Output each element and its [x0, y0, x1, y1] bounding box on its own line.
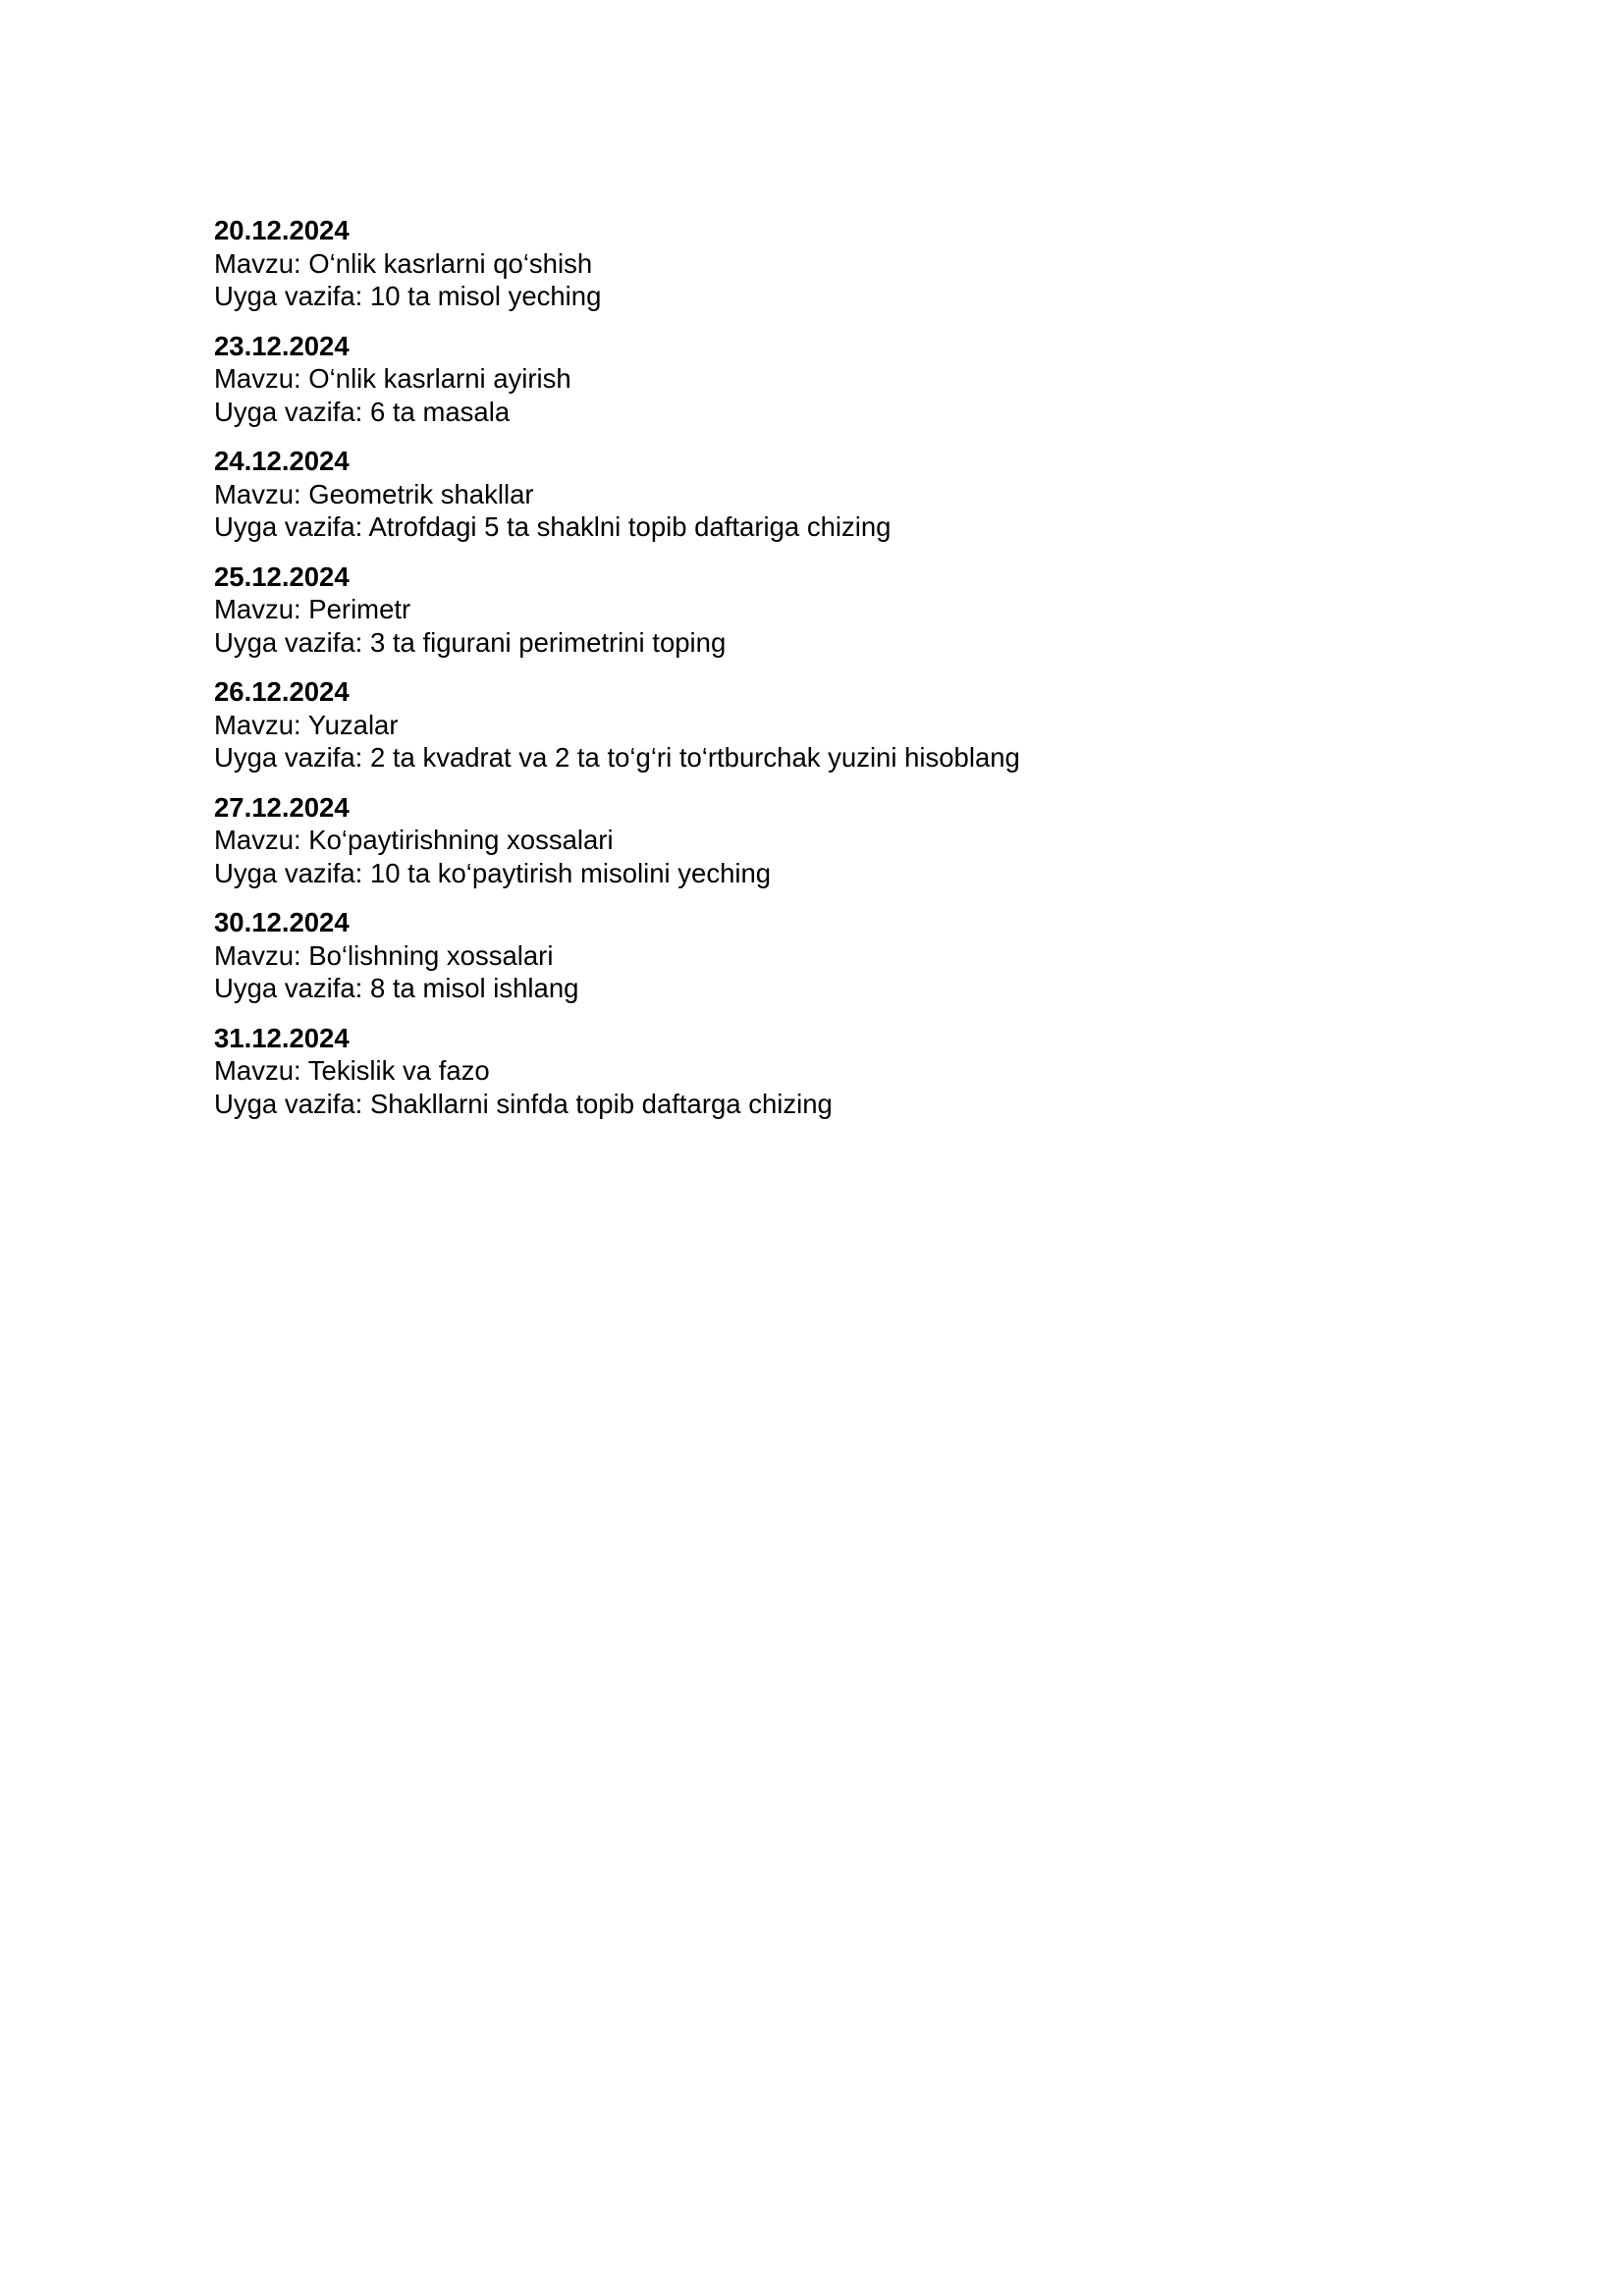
- lesson-topic: Mavzu: Ko‘paytirishning xossalari: [214, 825, 614, 855]
- lesson-homework: Uyga vazifa: 6 ta masala: [214, 396, 511, 427]
- lesson-entry: [214, 906, 1412, 1005]
- lesson-date: 24.12.2024: [214, 446, 350, 476]
- lesson-entry: [214, 791, 1412, 890]
- lesson-date: 23.12.2024: [214, 330, 350, 361]
- lesson-homework: Uyga vazifa: Atrofdagi 5 ta shaklni topib daftariga chizing: [214, 511, 892, 542]
- lesson-homework: Uyga vazifa: 8 ta misol ishlang: [214, 973, 579, 1003]
- lesson-date: 27.12.2024: [214, 791, 350, 823]
- lesson-entry: [214, 330, 1412, 429]
- lesson-date: 30.12.2024: [214, 907, 350, 937]
- lesson-date: 31.12.2024: [214, 1022, 350, 1053]
- lesson-homework: Uyga vazifa: 10 ta misol yeching: [214, 281, 602, 311]
- lesson-topic: Mavzu: Bo‘lishning xossalari: [214, 939, 554, 971]
- lesson-entry: [214, 214, 1412, 313]
- lesson-topic: Mavzu: O‘nlik kasrlarni qo‘shish: [214, 247, 593, 279]
- lesson-homework: Uyga vazifa: 3 ta figurani perimetrini toping: [214, 626, 727, 658]
- lesson-list: [214, 214, 1412, 1137]
- lesson-topic: Mavzu: Yuzalar: [214, 709, 399, 740]
- lesson-date: 20.12.2024: [214, 215, 350, 245]
- lesson-entry: [214, 1022, 1412, 1121]
- lesson-topic: Mavzu: Tekislik va fazo: [214, 1055, 490, 1086]
- lesson-homework: Uyga vazifa: Shakllarni sinfda topib daftarga chizing: [214, 1088, 833, 1119]
- lesson-homework: Uyga vazifa: 10 ta ko‘paytirish misolini yeching: [214, 857, 772, 888]
- lesson-date: 25.12.2024: [214, 561, 350, 592]
- lesson-topic: Mavzu: Geometrik shakllar: [214, 478, 534, 509]
- lesson-entry: [214, 561, 1412, 660]
- lesson-topic: Mavzu: O‘nlik kasrlarni ayirish: [214, 363, 571, 394]
- lesson-entry: [214, 445, 1412, 544]
- lesson-homework: Uyga vazifa: 2 ta kvadrat va 2 ta to‘g‘ri to‘rtburchak yuzini hisoblang: [214, 742, 1020, 773]
- lesson-topic: Mavzu: Perimetr: [214, 594, 411, 624]
- lesson-entry: [214, 675, 1412, 774]
- lesson-date: 26.12.2024: [214, 676, 350, 707]
